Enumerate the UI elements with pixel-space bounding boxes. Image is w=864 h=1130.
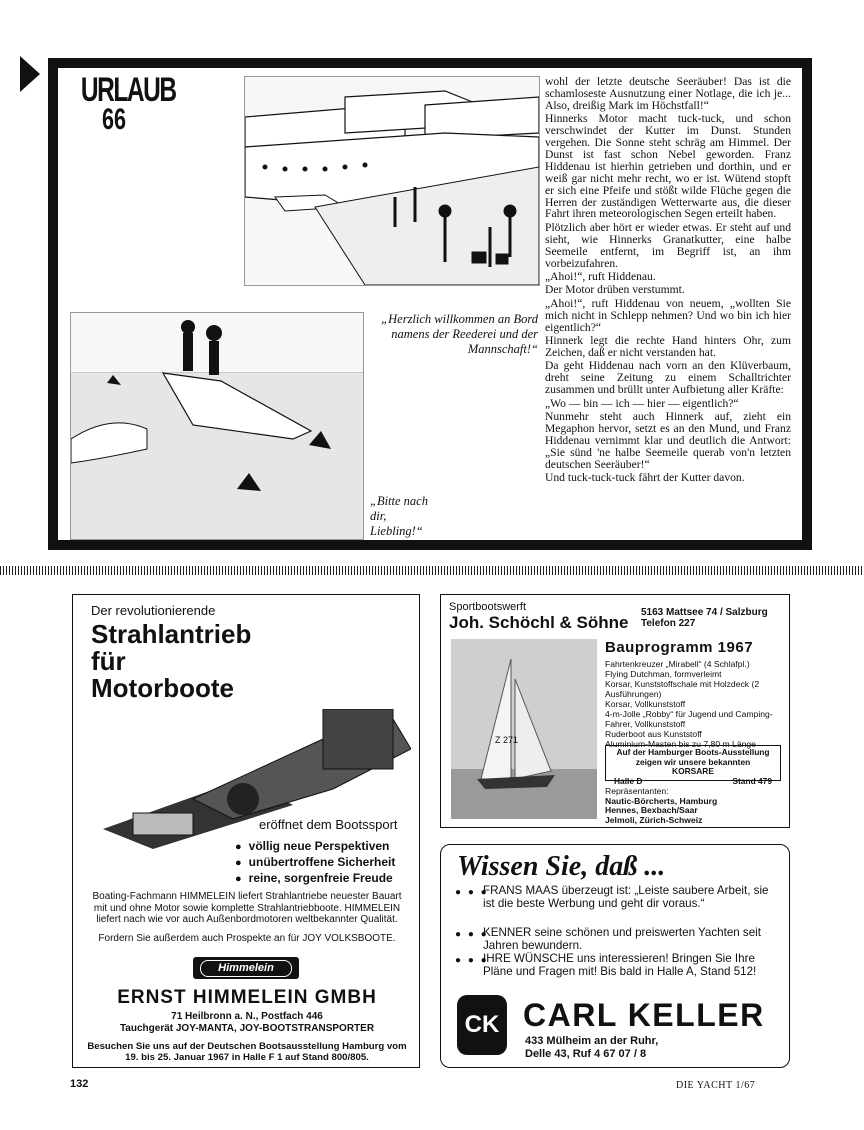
ad-carl-keller	[440, 844, 790, 1068]
company-address	[525, 1035, 658, 1060]
box-line: KORSARE	[672, 766, 714, 776]
bullet-dots: ● ● ●	[455, 929, 489, 940]
story-paragraph: Plötzlich aber hört er wieder etwas. Er steht auf und sieht, wie Hinnerks Granatkutter, eine halbe Seemeile entfernt, im Begriff ist, an ihm vorbeizufahren.	[545, 220, 791, 270]
product-item: Korsar, Vollkunststoff	[605, 699, 686, 709]
ad-headline: Wissen Sie, daß ...	[457, 851, 666, 882]
benefit-item: ● reine, sorgenfreie Freude	[235, 871, 395, 887]
benefit-list	[235, 839, 395, 887]
ad-pretitle: Der revolutionierende	[91, 603, 216, 618]
ad-request-line: Fordern Sie außerdem auch Prospekte an für JOY VOLKSBOOTE.	[98, 933, 396, 944]
ad-headline	[91, 621, 391, 702]
story-paragraph: Da geht Hiddenau nach vorn an den Klüverbaum, dreht seine Zeitung zu einem Schalltrichter zusammen und brüllt unter Aufbietung aller Kräfte:	[545, 359, 791, 397]
rep-item: Jelmoli, Zürich-Schweiz	[605, 814, 703, 825]
product-item: Aluminium-Masten bis zu 7,80 m Länge	[605, 739, 756, 749]
box-line	[606, 777, 780, 787]
rep-item: Hennes, Bexbach/Saar	[605, 805, 698, 816]
story-paragraph: Hinnerk legt die rechte Hand hinters Ohr, zum Zeichen, daß er nicht verstanden hat.	[545, 334, 791, 359]
program-title: Bauprogramm 1967	[605, 639, 754, 656]
address-line: Telefon 227	[641, 618, 696, 629]
story-paragraph: Und tuck-tuck-tuck fährt der Kutter davon.	[545, 471, 745, 484]
story-paragraph: „Ahoi!“, ruft Hiddenau.	[545, 270, 656, 283]
bullet-dots: ● ● ●	[455, 887, 489, 898]
product-item: Fahrtenkreuzer „Mirabell“ (4 Schlafpl.)	[605, 659, 750, 669]
hall-label: Halle D	[614, 775, 643, 786]
story-paragraph: Nunmehr steht auch Hinnerk auf, zieht ein Megaphon hervor, setzt es an den Mund, und Franz Hiddenau vernimmt klar und deutlich die Antwort: „Sie sünd 'ne halbe Seemeile querab von'n letzten deutschen Seeräuber!“	[545, 409, 791, 471]
product-item: Korsar, Kunststoffschale mit Holzdeck (2 Ausführungen)	[605, 679, 760, 699]
section-marker-arrow-icon	[20, 56, 40, 92]
sea-illustration	[70, 312, 364, 540]
company-name: CARL KELLER	[523, 997, 765, 1033]
ck-logo: CK	[457, 995, 507, 1055]
rep-title: Repräsentanten:	[605, 786, 669, 796]
story-paragraph: wohl der letzte deutsche Seeräuber! Das ist die schamloseste Ausnutzung einer Notlage, die ich je... Also, dreißig Mark im Höchstfall!“	[545, 75, 791, 112]
headline-line: Motorboote	[91, 673, 234, 703]
logo-text: Himmelein	[200, 960, 292, 977]
urlaub-66-logo	[68, 71, 176, 137]
product-list	[605, 659, 785, 749]
representatives	[605, 787, 785, 825]
ad-body: Boating-Fachmann HIMMELEIN liefert Strahlantriebe neuester Bauart mit und ohne Motor sowie komplette Strahlantriebboote. HIMMELEIN liefert nach wie vor auch Außenbordmotoren weltbekannter Qualität.	[92, 891, 402, 925]
himmelein-logo	[193, 957, 299, 979]
address-line: Delle 43, Ruf 4 67 07 / 8	[525, 1047, 647, 1060]
product-item: Ruderboot aus Kunststoff	[605, 729, 702, 739]
box-line: Auf der Hamburger Boots-Ausstellung zeigen wir unsere bekannten	[616, 747, 770, 767]
keller-item: IHRE WÜNSCHE uns interessieren! Bringen Sie Ihre Pläne und Fragen mit! Bis bald in Halle A, Stand 512!	[483, 952, 757, 978]
company-address	[85, 1011, 409, 1035]
page-number: 132	[70, 1078, 89, 1090]
address-line: 5163 Mattsee 74 / Salzburg	[641, 607, 768, 618]
ad-himmelein	[72, 594, 420, 1068]
company-name: ERNST HIMMELEIN GMBH	[117, 987, 377, 1008]
product-item: Flying Dutchman, formverleimt	[605, 669, 722, 679]
stand-label: Stand 479	[732, 775, 772, 786]
section-separator	[0, 566, 864, 575]
company-name: Joh. Schöchl & Söhne	[449, 613, 629, 632]
headline-line: Strahlantrieb	[91, 619, 252, 649]
ad-schoechl	[440, 594, 790, 828]
story-text	[545, 76, 791, 485]
sailboat-photo	[451, 639, 597, 819]
company-address	[641, 607, 768, 629]
logo-line-2: 66	[101, 103, 127, 137]
harbour-illustration	[244, 76, 540, 286]
keller-item: FRANS MAAS überzeugt ist: „Leiste saubere Arbeit, sie ist die beste Werbung und geht dir voraus.“	[483, 884, 769, 910]
benefit-item: ● völlig neue Perspektiven	[235, 839, 395, 855]
address-line: 71 Heilbronn a. N., Postfach 446	[171, 1011, 323, 1022]
story-paragraph: „Ahoi!“, ruft Hiddenau von neuem, „wollten Sie mich nicht in Schlepp nehmen? Und wo bin ich hier eigentlich?“	[545, 296, 791, 334]
address-line: 433 Mülheim an der Ruhr,	[525, 1035, 659, 1047]
sail-number: Z 271	[495, 735, 519, 745]
caption-after-you: „Bitte nach dir, Liebling!“	[370, 494, 428, 538]
exhibition-note: Besuchen Sie uns auf der Deutschen Bootsausstellung Hamburg vom 19. bis 25. Januar 1967 in Halle F 1 auf Stand 800/805.	[87, 1041, 407, 1063]
logo-line-1: URLAUB	[80, 71, 176, 109]
product-item: 4-m-Jolle „Robby“ für Jugend und Camping-Fahrer, Vollkunststoff	[605, 709, 773, 729]
story-paragraph: Der Motor drüben verstummt.	[545, 283, 685, 297]
journal-issue: DIE YACHT 1/67	[676, 1080, 756, 1091]
ad-pretitle: Sportbootswerft	[449, 601, 527, 613]
exhibition-box	[605, 745, 781, 786]
keller-item: KENNER seine schönen und preiswerten Yachten seit Jahren bewundern.	[483, 926, 761, 952]
caption-welcome: „Herzlich willkommen an Bord namens der Reederei und der Mannschaft!“	[381, 312, 538, 356]
story-paragraph: „Wo — bin — ich — hier — eigentlich?“	[545, 396, 739, 410]
story-paragraph: Hinnerks Motor macht tuck-tuck, und schon verschwindet der Kutter im Dunst. Stunden vergehen. Die Sonne steht schräg am Himmel. Der Dunst ist fast schon Nebel geworden. Franz Hiddenau ist hierhin getrieben und dorthin, und er weiß gar nicht mehr recht, wo er ist. Wütend stopft er sich eine Pfeife und stößt wilde Flüche gegen die Herren der zuständigen Wetterwarte aus, die dieser Fahrt ihren meteorologischen Segen erteilt haben.	[545, 112, 791, 221]
benefit-item: ● unübertroffene Sicherheit	[235, 855, 395, 871]
headline-line: für	[91, 646, 126, 676]
rep-item: Nautic-Börcherts, Hamburg	[605, 795, 718, 806]
ad-opens-text: eröffnet dem Bootssport	[259, 817, 398, 832]
bullet-dots: ● ● ●	[455, 955, 489, 966]
address-line: Tauchgerät JOY-MANTA, JOY-BOOTSTRANSPORTER	[119, 1023, 375, 1034]
